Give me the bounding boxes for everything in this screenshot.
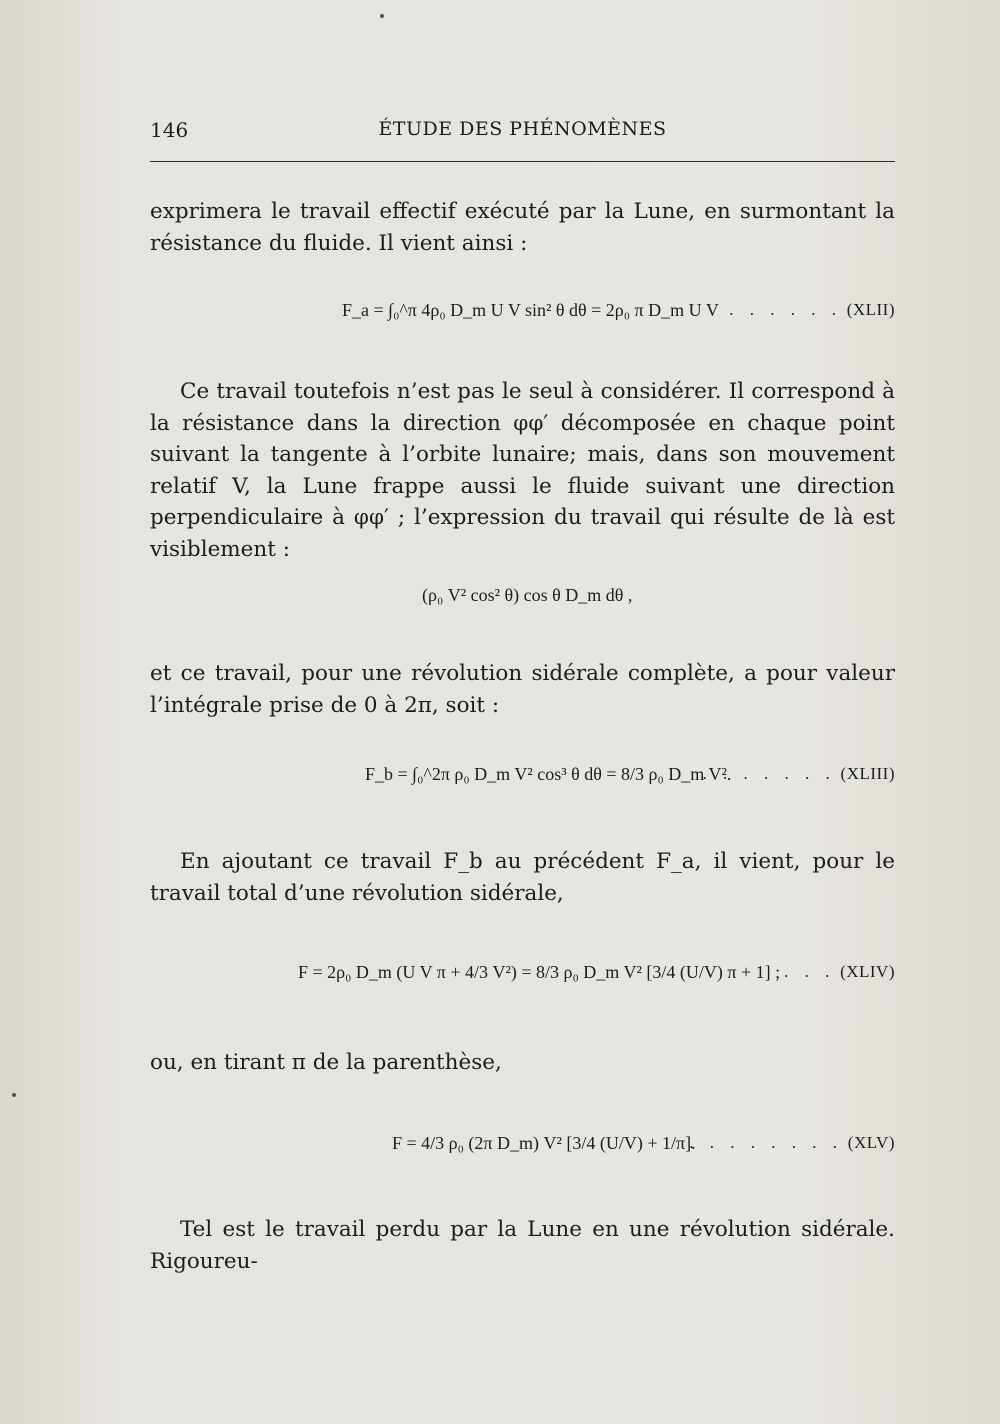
paragraph-6: Tel est le travail perdu par la Lune en une révolution sidérale. Rigoureu- [150,1217,895,1274]
equation-xliv [150,962,895,1002]
paragraph-5: ou, en tirant π de la parenthèse, [150,1050,502,1075]
page-number: 146 [150,118,189,142]
equation-xlv-tag: . . . . . . . . (XLV) [689,1133,895,1152]
equation-inline [150,585,895,625]
paragraph-4: En ajoutant ce travail F_b au précédent F_a, il vient, pour le travail total d’une révolution sidérale, [150,849,895,906]
equation-xliii-body: F_b = ∫₀^2π ρ₀ D_m V² cos³ θ dθ = 8/3 ρ₀ D_m V². [365,764,732,784]
equation-inline-body: (ρ₀ V² cos² θ) cos θ D_m dθ , [422,585,633,605]
paragraph-3: et ce travail, pour une révolution sidérale complète, a pour valeur l’intégrale prise de 0 à 2π, soit : [150,661,895,718]
equation-xliv-body: F = 2ρ₀ D_m (U V π + 4/3 V²) = 8/3 ρ₀ D_m V² [3/4 (U/V) π + 1] ; [298,962,781,982]
scan-speck [380,14,384,18]
running-title: ÉTUDE DES PHÉNOMÈNES [378,118,667,140]
header-rule [150,161,895,162]
page-header [150,118,895,142]
equation-xlii [150,300,895,340]
paragraph-1: exprimera le travail effectif exécuté par la Lune, en surmontant la résistance du fluide. Il vient ainsi : [150,199,895,256]
equation-xlv [150,1133,895,1173]
equation-xliii [150,764,895,804]
equation-xlv-body: F = 4/3 ρ₀ (2π D_m) V² [3/4 (U/V) + 1/π]. [392,1133,696,1153]
scan-speck [12,1093,16,1097]
equation-xliii-tag: . . . . . . . (XLIII) [702,764,895,783]
equation-xlii-body: F_a = ∫₀^π 4ρ₀ D_m U V sin² θ dθ = 2ρ₀ π D_m U V [342,300,719,320]
equation-xliv-tag: . . . (XLIV) [784,962,895,981]
equation-xlii-tag: . . . . . . (XLII) [729,300,895,319]
paragraph-2: Ce travail toutefois n’est pas le seul à considérer. Il correspond à la résistance dans la direction φφ′ décomposée en chaque point suivant la tangente à l’orbite lunaire; mais, dans son mouvement relatif V, la Lune frappe aussi le fluide suivant une direction perpendiculaire à φφ′ ; l’expression du travail qui résulte de là est visiblement : [150,379,895,562]
